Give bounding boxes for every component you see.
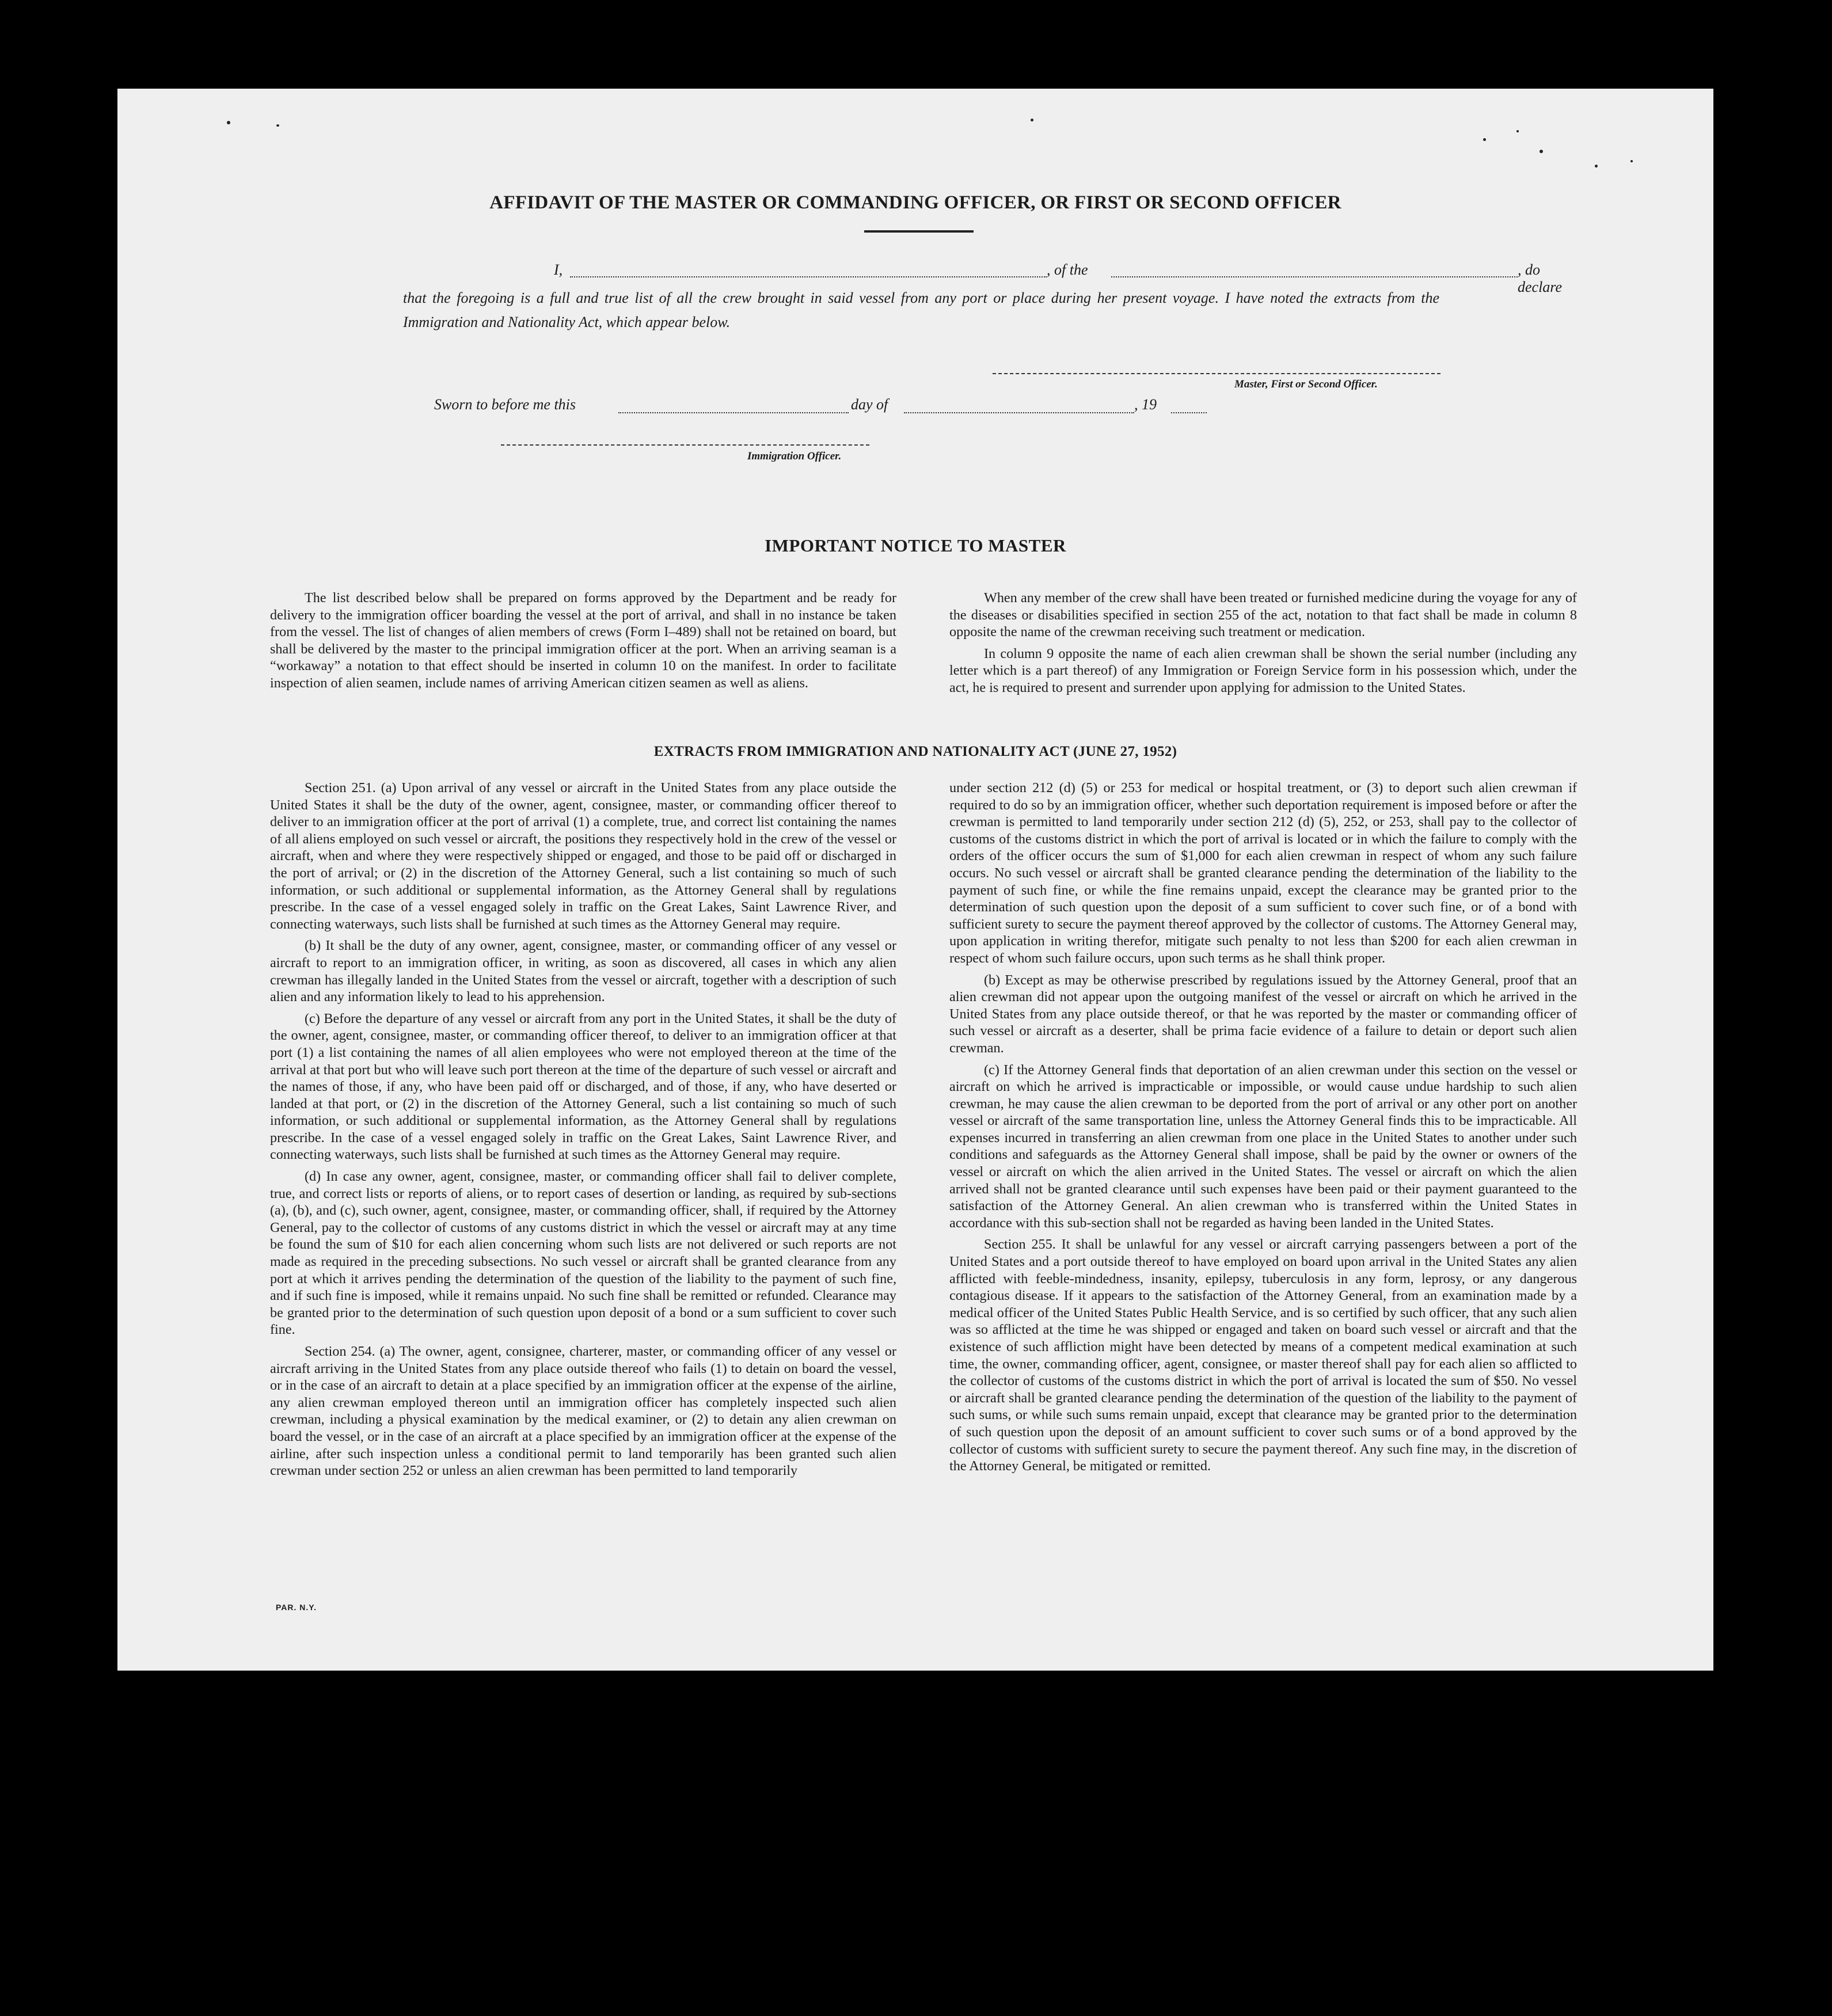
vessel-blank[interactable] xyxy=(1111,276,1518,277)
title-rule xyxy=(864,230,974,233)
do-declare-label: , do declare xyxy=(1518,261,1562,295)
of-the-label: , of the xyxy=(1047,261,1088,278)
name-blank[interactable] xyxy=(570,276,1047,277)
section-251c: (c) Before the departure of any vessel or aircraft from any port in the United States, it shall be the duty of the owner, agent, consignee, master, or commanding officer thereof, to deliver to an immigration officer at that port (1) a list containing the names of all alien employees who were not employed thereon at the time of the arrival at that port but who will leave such port thereon at the time of the departure of such vessel or aircraft and the names of those, if any, who have been paid off or discharged, and of those, if any, who have deserted or landed at that port, or (2) in the discretion of the Attorney General, such a list containing so much of such information, or such additional or supplemental information, as the Attorney General shall by regulations prescribe. In the case of a vessel engaged solely in traffic on the Great Lakes, Saint Lawrence River, and connecting waterways, such lists shall be furnished at such times as the Attorney General may require. xyxy=(270,1010,896,1163)
master-signature-line[interactable] xyxy=(993,373,1440,374)
notice-left-column xyxy=(270,589,896,692)
master-signature-label: Master, First or Second Officer. xyxy=(1234,378,1378,390)
declaration-text: that the foregoing is a full and true list of all the crew brought in said vessel from any port or place during her present voyage. I have noted the extracts from the Immigration and Nationality Act, which appear below. xyxy=(403,290,1439,330)
affidavit-title: AFFIDAVIT OF THE MASTER OR COMMANDING OFFICER, OR FIRST OR SECOND OFFICER xyxy=(489,192,1341,213)
printer-mark: PAR. N.Y. xyxy=(276,1603,317,1612)
section-255: Section 255. It shall be unlawful for any vessel or aircraft carrying passengers between a port of the United States and a port outside thereof to have employed on board upon arrival in the United States any alien afflicted with feeble-mindedness, insanity, epilepsy, tuberculosis in any form, leprosy, or any dangerous contagious disease. If it appears to the satisfaction of the Attorney General, from an examination made by a medical officer of the United States Public Health Service, and is so certified by such officer, that any such alien was so afflicted at the time he was shipped or engaged and taken on board such vessel or aircraft and that the existence of such affliction might have been detected by means of a competent medical examination at such time, the owner, commanding officer, agent, consignee, or master thereof shall pay for each alien so afflicted to the collector of customs of the customs district in which the port of arrival is located the sum of $50. No vessel or aircraft shall be granted clearance pending the determination of the question of the liability to the payment of such sums, or while such sums remain unpaid, except that clearance may be granted prior to the determination of such question upon the deposit of an amount sufficient to cover such sums or of a bond approved by the collector of customs with sufficient surety to secure the payment thereof. Any such fine may, in the discretion of the Attorney General, be mitigated or remitted. xyxy=(949,1237,1577,1474)
section-251d: (d) In case any owner, agent, consignee, master, or commanding officer shall fail to deliver complete, true, and correct lists or reports of aliens, or to report cases of desertion or landing, as required by sub-sections (a), (b), and (c), such owner, agent, consignee, master, or commanding officer, shall, if required by the Attorney General, pay to the collector of customs of any customs district in which the vessel or aircraft may at any time be found the sum of $10 for each alien concerning whom such lists are not delivered or such reports are not made as required in the preceding subsections. No such vessel or aircraft shall be granted clearance from any port at which it arrives pending the determination of the question of the liability to the payment of such fine, and if such fine is imposed, while it remains unpaid. No such fine shall be remitted or refunded. Clearance may be granted prior to the determination of such question upon deposit of a bond or a sum sufficient to cover such fine. xyxy=(270,1169,896,1338)
section-251b: (b) It shall be the duty of any owner, agent, consignee, master, or commanding officer of any vessel or aircraft to report to an immigration officer, in writing, as soon as discovered, all cases in which any alien crewman has illegally landed in the United States from the vessel or aircraft, together with a description of such alien and any information likely to lead to his apprehension. xyxy=(270,938,896,1005)
notice-paragraph: When any member of the crew shall have been treated or furnished medicine during the voyage for any of the diseases or disabilities specified in section 255 of the act, notation to that fact shall be made in column 8 opposite the name of the crewman receiving such treatment or medication. xyxy=(949,590,1577,640)
officer-signature-line[interactable] xyxy=(501,444,869,446)
year-prefix: , 19 xyxy=(1134,396,1157,413)
extracts-right-column xyxy=(949,779,1577,1475)
sworn-day-blank[interactable] xyxy=(618,412,849,413)
document-page xyxy=(117,89,1713,1671)
notice-title: IMPORTANT NOTICE TO MASTER xyxy=(765,535,1066,556)
prefix-i: I, xyxy=(554,261,563,278)
officer-signature-label: Immigration Officer. xyxy=(747,450,842,462)
sworn-month-blank[interactable] xyxy=(904,412,1134,413)
extracts-title: EXTRACTS FROM IMMIGRATION AND NATIONALITY ACT (JUNE 27, 1952) xyxy=(653,744,1177,759)
section-254a: Section 254. (a) The owner, agent, consignee, charterer, master, or commanding officer of any vessel or aircraft arriving in the United States from any place outside thereof who fails (1) to detain on board the vessel, or in the case of an aircraft to detain at a place specified by an immigration officer at the expense of the airline, any alien crewman employed thereon until an immigration officer has completely inspected such alien crewman, including a physical examination by the medical examiner, or (2) to detain any alien crewman on board the vessel, or in the case of an aircraft at a place specified by an immigration officer at the expense of the airline, after such inspection unless a conditional permit to land temporarily has been granted such alien crewman under section 252 or unless an alien crewman has been permitted to land temporarily xyxy=(270,1344,896,1479)
sworn-year-blank[interactable] xyxy=(1171,412,1207,413)
declaration-fill-row xyxy=(403,261,1562,295)
section-254a-continued: under section 212 (d) (5) or 253 for medical or hospital treatment, or (3) to deport such alien crewman if required to do so by an immigration officer, whether such deportation requirement is imposed before or after the crewman is permitted to land temporarily under section 212 (d) (5), 252, or 253, shall pay to the collector of customs of the customs district in which the port of arrival is located or in which the failure to comply with the orders of the officer occurs the sum of $1,000 for each alien crewman in respect of whom any such failure occurs. No such vessel or aircraft shall be granted clearance pending the determination of the liability to the payment of such fine, or while the fine remains unpaid, except the clearance may be granted prior to the determination of such question upon the deposit of a sum sufficient to cover such fine, or of a bond with sufficient surety to secure the payment thereof approved by the collector of customs. The Attorney General may, upon application in writing therefor, mitigate such penalty to not less than $200 for each alien crewman in respect of whom such failure occurs, upon such terms as he shall think proper. xyxy=(949,780,1577,966)
extracts-left-column xyxy=(270,779,896,1479)
section-251a: Section 251. (a) Upon arrival of any vessel or aircraft in the United States from any place outside the United States it shall be the duty of the owner, agent, consignee, master, or commanding officer thereof to deliver to an immigration officer at the port of arrival (1) a complete, true, and correct list containing the names of all aliens employed on such vessel or aircraft, the positions they respectively hold in the crew of the vessel or aircraft, when and where they were respectively shipped or engaged, and those to be paid off or discharged in the port of arrival; or (2) in the discretion of the Attorney General, such a list containing so much of such information, or such additional or supplemental information, as the Attorney General shall by regulations prescribe. In the case of a vessel engaged solely in traffic on the Great Lakes, Saint Lawrence River, and connecting waterways, such lists shall be furnished at such times as the Attorney General may require. xyxy=(270,780,896,932)
notice-right-column xyxy=(949,589,1577,697)
day-of-label: day of xyxy=(851,396,888,413)
notice-paragraph: The list described below shall be prepared on forms approved by the Department and be ready for delivery to the immigration officer boarding the vessel at the port of arrival, and shall in no instance be taken from the vessel. The list of changes of alien members of crews (Form I–489) shall not be retained on board, but shall be delivered by the master to the principal immigration officer at the port. When an arriving seaman is a “workaway” a notation to that effect should be inserted in column 10 on the manifest. In order to facilitate inspection of alien seamen, include names of arriving American citizen seamen as well as aliens. xyxy=(270,590,896,691)
section-254c: (c) If the Attorney General finds that deportation of an alien crewman under this section on the vessel or aircraft on which he arrived is impracticable or impossible, or would cause undue hardship to such alien crewman, he may cause the alien crewman to be deported from the port of arrival or any other port on another vessel or aircraft of the same transportation line, unless the Attorney General finds this to be impracticable. All expenses incurred in transferring an alien crewman from one place in the United States to another under such conditions and safeguards as the Attorney General shall impose, shall be paid by the owner or owners of the vessel or aircraft on which the alien arrived in the United States. The vessel or aircraft on which the alien arrived shall not be granted clearance until such expenses have been paid or their payment guaranteed to the satisfaction of the Attorney General. An alien crewman who is transferred within the United States in accordance with this sub-section shall not be regarded as having been landed in the United States. xyxy=(949,1062,1577,1231)
section-254b: (b) Except as may be otherwise prescribed by regulations issued by the Attorney General, proof that an alien crewman did not appear upon the outgoing manifest of the vessel or aircraft on which he arrived in the United States from any place outside thereof, or that he was reported by the master or commanding officer of such vessel or aircraft as a deserter, shall be prima facie evidence of a failure to detain or deport such alien crewman. xyxy=(949,972,1577,1056)
sworn-label: Sworn to before me this xyxy=(434,396,576,413)
notice-paragraph: In column 9 opposite the name of each alien crewman shall be shown the serial number (including any letter which is a part thereof) of any Immigration or Foreign Service form in his possession which, under the act, he is required to present and surrender upon applying for admission to the United States. xyxy=(949,645,1577,695)
